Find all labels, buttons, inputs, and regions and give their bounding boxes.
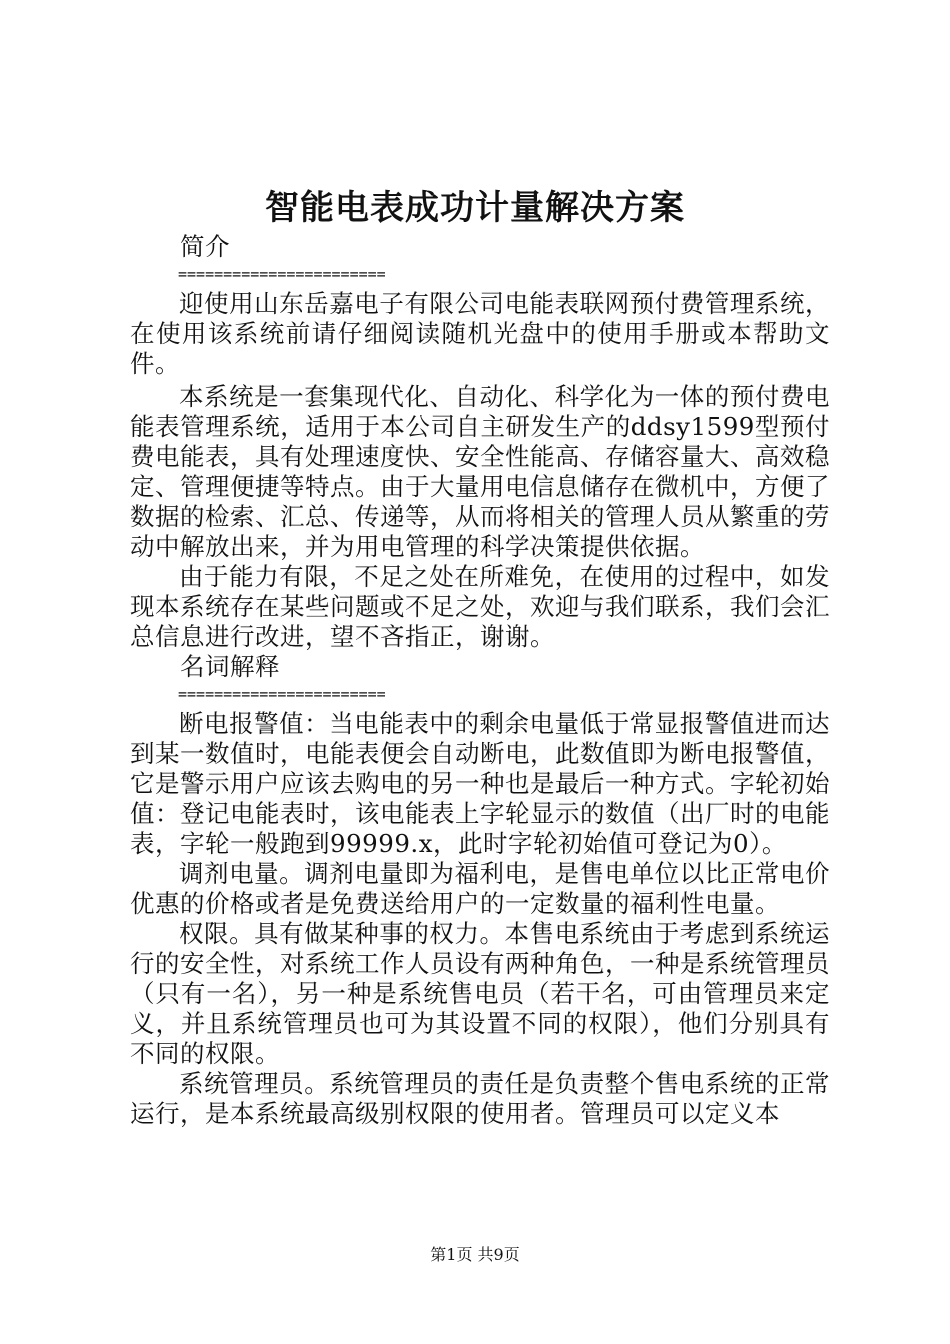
paragraph: 本系统是一套集现代化、自动化、科学化为一体的预付费电能表管理系统，适用于本公司自主研发生产的ddsy1599型预付费电能表，具有处理速度快、安全性能高、存储容量大、高效稳定、管理便捷等特点。由于大量用电信息储存在微机中，方便了数据的检索、汇总、传递等，从而将相关的管理人员从繁重的劳动中解放出来，并为用电管理的科学决策提供依据。 — [130, 382, 830, 561]
document-title: 智能电表成功计量解决方案 — [265, 188, 685, 228]
section-divider-intro: ======================= — [178, 265, 386, 283]
section-heading-terms: 名词解释 — [180, 652, 280, 681]
document-body — [130, 232, 830, 1129]
page-number: 第1页 共9页 — [430, 1245, 520, 1264]
section-divider-terms: ======================= — [178, 685, 386, 703]
paragraph: 迎使用山东岳嘉电子有限公司电能表联网预付费管理系统，在使用该系统前请仔细阅读随机光盘中的使用手册或本帮助文件。 — [130, 289, 830, 378]
paragraph: 权限。具有做某种事的权力。本售电系统由于考虑到系统运行的安全性，对系统工作人员设有两种角色，一种是系统管理员（只有一名），另一种是系统售电员（若干名，可由管理员来定义，并且系统管理员也可为其设置不同的权限），他们分别具有不同的权限。 — [130, 919, 830, 1068]
paragraph: 调剂电量。调剂电量即为福利电，是售电单位以比正常电价优惠的价格或者是免费送给用户的一定数量的福利性电量。 — [130, 859, 830, 918]
section-heading-intro: 简介 — [180, 232, 230, 261]
paragraph: 由于能力有限，不足之处在所难免，在使用的过程中，如发现本系统存在某些问题或不足之处，欢迎与我们联系，我们会汇总信息进行改进，望不吝指正，谢谢。 — [130, 562, 830, 651]
paragraph: 系统管理员。系统管理员的责任是负责整个售电系统的正常运行，是本系统最高级别权限的使用者。管理员可以定义本 — [130, 1069, 830, 1128]
paragraph: 断电报警值：当电能表中的剩余电量低于常显报警值进而达到某一数值时，电能表便会自动断电，此数值即为断电报警值，它是警示用户应该去购电的另一种也是最后一种方式。字轮初始值：登记电能表时，该电能表上字轮显示的数值（出厂时的电能表，字轮一般跑到99999.x，此时字轮初始值可登记为0）。 — [130, 709, 830, 858]
